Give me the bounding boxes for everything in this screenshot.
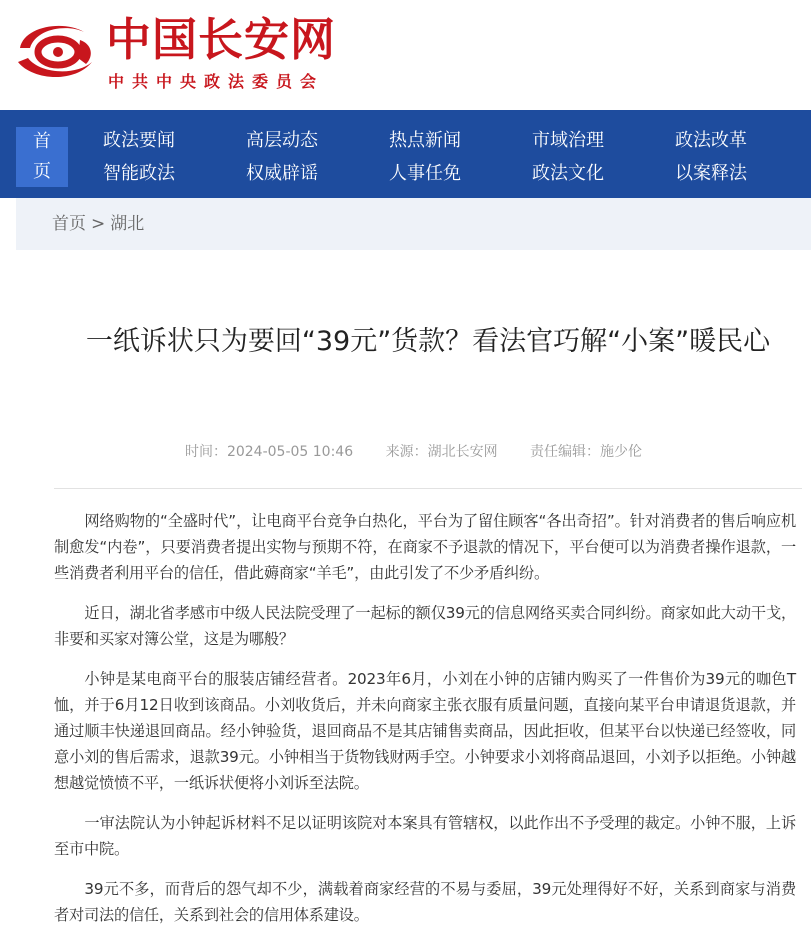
nav-item-redian-xinwen[interactable]: 热点新闻 xyxy=(389,130,461,151)
nav-item-zhengfa-gaige[interactable]: 政法改革 xyxy=(675,130,747,151)
article-paragraph: 39元不多，而背后的怨气却不少，满载着商家经营的不易与委屈，39元处理得好不好，关系到商家与消费者对司法的信任，关系到社会的信用体系建设。 xyxy=(54,880,796,924)
nav-item-quanwei-piyao[interactable]: 权威辟谣 xyxy=(246,163,318,184)
breadcrumb-separator: > xyxy=(91,214,106,234)
meta-divider xyxy=(54,488,802,489)
site-name[interactable]: 中国长安网 xyxy=(106,13,337,66)
nav-item-yian-shifa[interactable]: 以案释法 xyxy=(675,163,747,184)
article-editor: 责任编辑：施少伦 xyxy=(530,444,643,460)
article-paragraph: 小钟是某电商平台的服装店铺经营者。2023年6月，小刘在小钟的店铺内购买了一件售价为39元的咖色T恤，并于6月12日收到该商品。小刘收货后，并未向商家主张衣服有质量问题，直接向某平台申请退货退款，并通过顺丰快递退回商品。经小钟验货，退回商品不是其店铺售卖商品，因此拒收，但某平台以快递已经签收，同意小刘的售后需求，退款39元。小钟相当于货物钱财两手空。小钟要求小刘将商品退回，小刘予以拒绝。小钟越想越觉愤愤不平，一纸诉状便将小刘诉至法院。 xyxy=(54,670,796,792)
nav-item-zhengfa-yaowen[interactable]: 政法要闻 xyxy=(103,130,175,151)
nav-item-zhengfa-wenhua[interactable]: 政法文化 xyxy=(532,163,604,184)
article-source: 来源：湖北长安网 xyxy=(385,444,498,460)
breadcrumb-bar xyxy=(16,198,811,250)
article-paragraph: 近日，湖北省孝感市中级人民法院受理了一起标的额仅39元的信息网络买卖合同纠纷。商家如此大动干戈，非要和买家对簿公堂，这是为哪般？ xyxy=(54,604,796,648)
nav-home-label-2: 页 xyxy=(33,161,51,182)
nav-home-label-1: 首 xyxy=(33,131,51,152)
site-subtitle: 中共中央政法委员会 xyxy=(108,72,325,91)
nav-item-zhineng-zhengfa[interactable]: 智能政法 xyxy=(103,163,175,184)
breadcrumb xyxy=(52,212,144,236)
article-container xyxy=(16,250,811,924)
article-paragraph: 一审法院认为小钟起诉材料不足以证明该院对本案具有管辖权，以此作出不予受理的裁定。小钟不服，上诉至市中院。 xyxy=(54,814,796,858)
nav-item-shiyu-zhili[interactable]: 市域治理 xyxy=(532,130,604,151)
nav-item-renshi-renmian[interactable]: 人事任免 xyxy=(389,163,461,184)
breadcrumb-current-link[interactable]: 湖北 xyxy=(110,214,145,234)
article-time: 时间：2024-05-05 10:46 xyxy=(184,444,354,460)
article-body xyxy=(54,508,796,942)
main-nav xyxy=(0,110,811,198)
article-meta xyxy=(16,442,811,462)
nav-item-gaoceng-dongtai[interactable]: 高层动态 xyxy=(246,130,318,151)
article-title: 一纸诉状只为要回“39元”货款？看法官巧解“小案”暖民心 xyxy=(85,326,771,357)
article-paragraph: 网络购物的“全盛时代”，让电商平台竞争白热化，平台为了留住顾客“各出奇招”。针对消费者的售后响应机制愈发“内卷”，只要消费者提出实物与预期不符，在商家不予退款的情况下，平台便可以为消费者操作退款，一些消费者利用平台的信任，借此薅商家“羊毛”，由此引发了不少矛盾纠纷。 xyxy=(54,512,796,582)
breadcrumb-home-link[interactable]: 首页 xyxy=(52,214,86,234)
site-header xyxy=(0,0,811,110)
chinapeace-logo-icon[interactable] xyxy=(14,18,96,84)
nav-home[interactable] xyxy=(16,127,68,187)
